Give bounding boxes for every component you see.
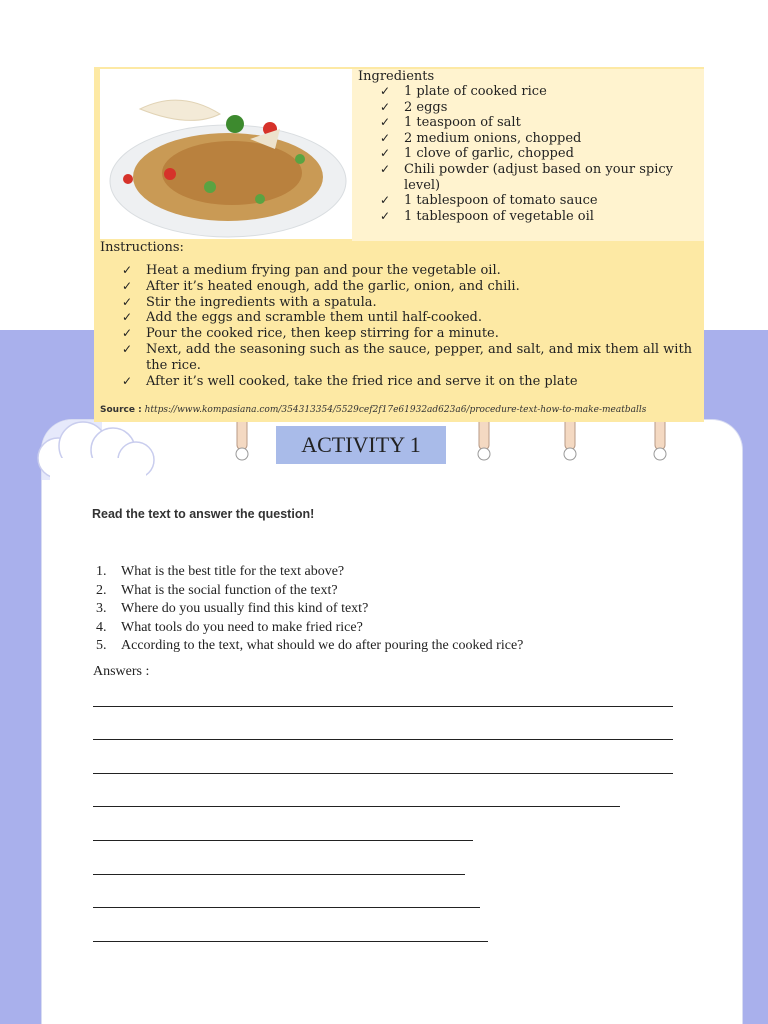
list-item: ✓ 1 clove of garlic, chopped — [380, 146, 574, 162]
answer-line[interactable] — [93, 739, 673, 740]
check-icon: ✓ — [380, 208, 391, 223]
activity-prompt: Read the text to answer the question! — [92, 507, 315, 521]
check-icon: ✓ — [122, 294, 133, 309]
list-item: ✓ 2 eggs — [380, 99, 448, 115]
ingredients-heading: Ingredients — [358, 69, 435, 84]
list-item: ✓ 1 teaspoon of salt — [380, 115, 521, 131]
list-item: 3. Where do you usually find this kind of text? — [96, 601, 369, 616]
list-item: ✓ Chili powder (adjust based on your spicy level) — [380, 161, 674, 193]
list-item: 1. What is the best title for the text above? — [96, 564, 345, 579]
answer-line[interactable] — [93, 706, 673, 707]
check-icon: ✓ — [380, 99, 391, 114]
answer-line[interactable] — [93, 907, 480, 908]
ingredients-list — [376, 84, 696, 224]
list-item: ✓ After it’s well cooked, take the fried rice and serve it on the plate — [122, 373, 578, 389]
check-icon: ✓ — [380, 193, 391, 208]
answer-line[interactable] — [93, 941, 488, 942]
list-item: ✓ Heat a medium frying pan and pour the vegetable oil. — [122, 263, 501, 278]
source-label: Source : — [100, 405, 142, 415]
check-icon: ✓ — [380, 115, 391, 130]
list-item: 5. According to the text, what should we do after pouring the cooked rice? — [96, 638, 524, 653]
instructions-box — [94, 240, 704, 422]
check-icon: ✓ — [122, 373, 133, 388]
answer-line[interactable] — [93, 840, 473, 841]
answer-line[interactable] — [93, 874, 465, 875]
list-item: ✓ 1 tablespoon of tomato sauce — [380, 193, 598, 209]
list-item: ✓ 1 tablespoon of vegetable oil — [380, 208, 594, 224]
answer-line[interactable] — [93, 773, 673, 774]
source-link[interactable]: https://www.kompasiana.com/354313354/5529cef2f17e61932ad623a6/procedure-text-how-to-make-meatballs — [144, 405, 647, 415]
list-item: 4. What tools do you need to make fried rice? — [96, 619, 363, 635]
check-icon: ✓ — [122, 341, 133, 356]
ingredients-box — [352, 69, 704, 241]
check-icon: ✓ — [380, 84, 391, 98]
list-item: ✓ 2 medium onions, chopped — [380, 130, 582, 146]
answer-line[interactable] — [93, 806, 620, 807]
check-icon: ✓ — [122, 310, 133, 325]
list-item: ✓ After it’s heated enough, add the garlic, onion, and chili. — [122, 278, 520, 294]
list-item: ✓ Pour the cooked rice, then keep stirring for a minute. — [122, 326, 499, 342]
list-item: ✓ Add the eggs and scramble them until half-cooked. — [122, 310, 483, 326]
list-item: ✓ 1 plate of cooked rice — [380, 84, 547, 99]
check-icon: ✓ — [122, 263, 133, 277]
list-item: 2. What is the social function of the text? — [96, 582, 338, 598]
check-icon: ✓ — [380, 161, 391, 176]
list-item: ✓ Next, add the seasoning such as the sauce, pepper, and salt, and mix them all with the rice. — [122, 341, 693, 373]
instructions-heading: Instructions: — [100, 240, 184, 255]
check-icon: ✓ — [380, 130, 391, 145]
list-item: ✓ Stir the ingredients with a spatula. — [122, 294, 377, 310]
check-icon: ✓ — [122, 278, 133, 293]
check-icon: ✓ — [380, 146, 391, 161]
answers-label: Answers : — [93, 664, 150, 679]
activity-title: ACTIVITY 1 — [276, 426, 446, 464]
check-icon: ✓ — [122, 326, 133, 341]
fried-rice-photo — [100, 69, 352, 239]
instructions-list — [118, 263, 698, 389]
question-list — [96, 563, 716, 656]
source-citation — [100, 404, 700, 416]
